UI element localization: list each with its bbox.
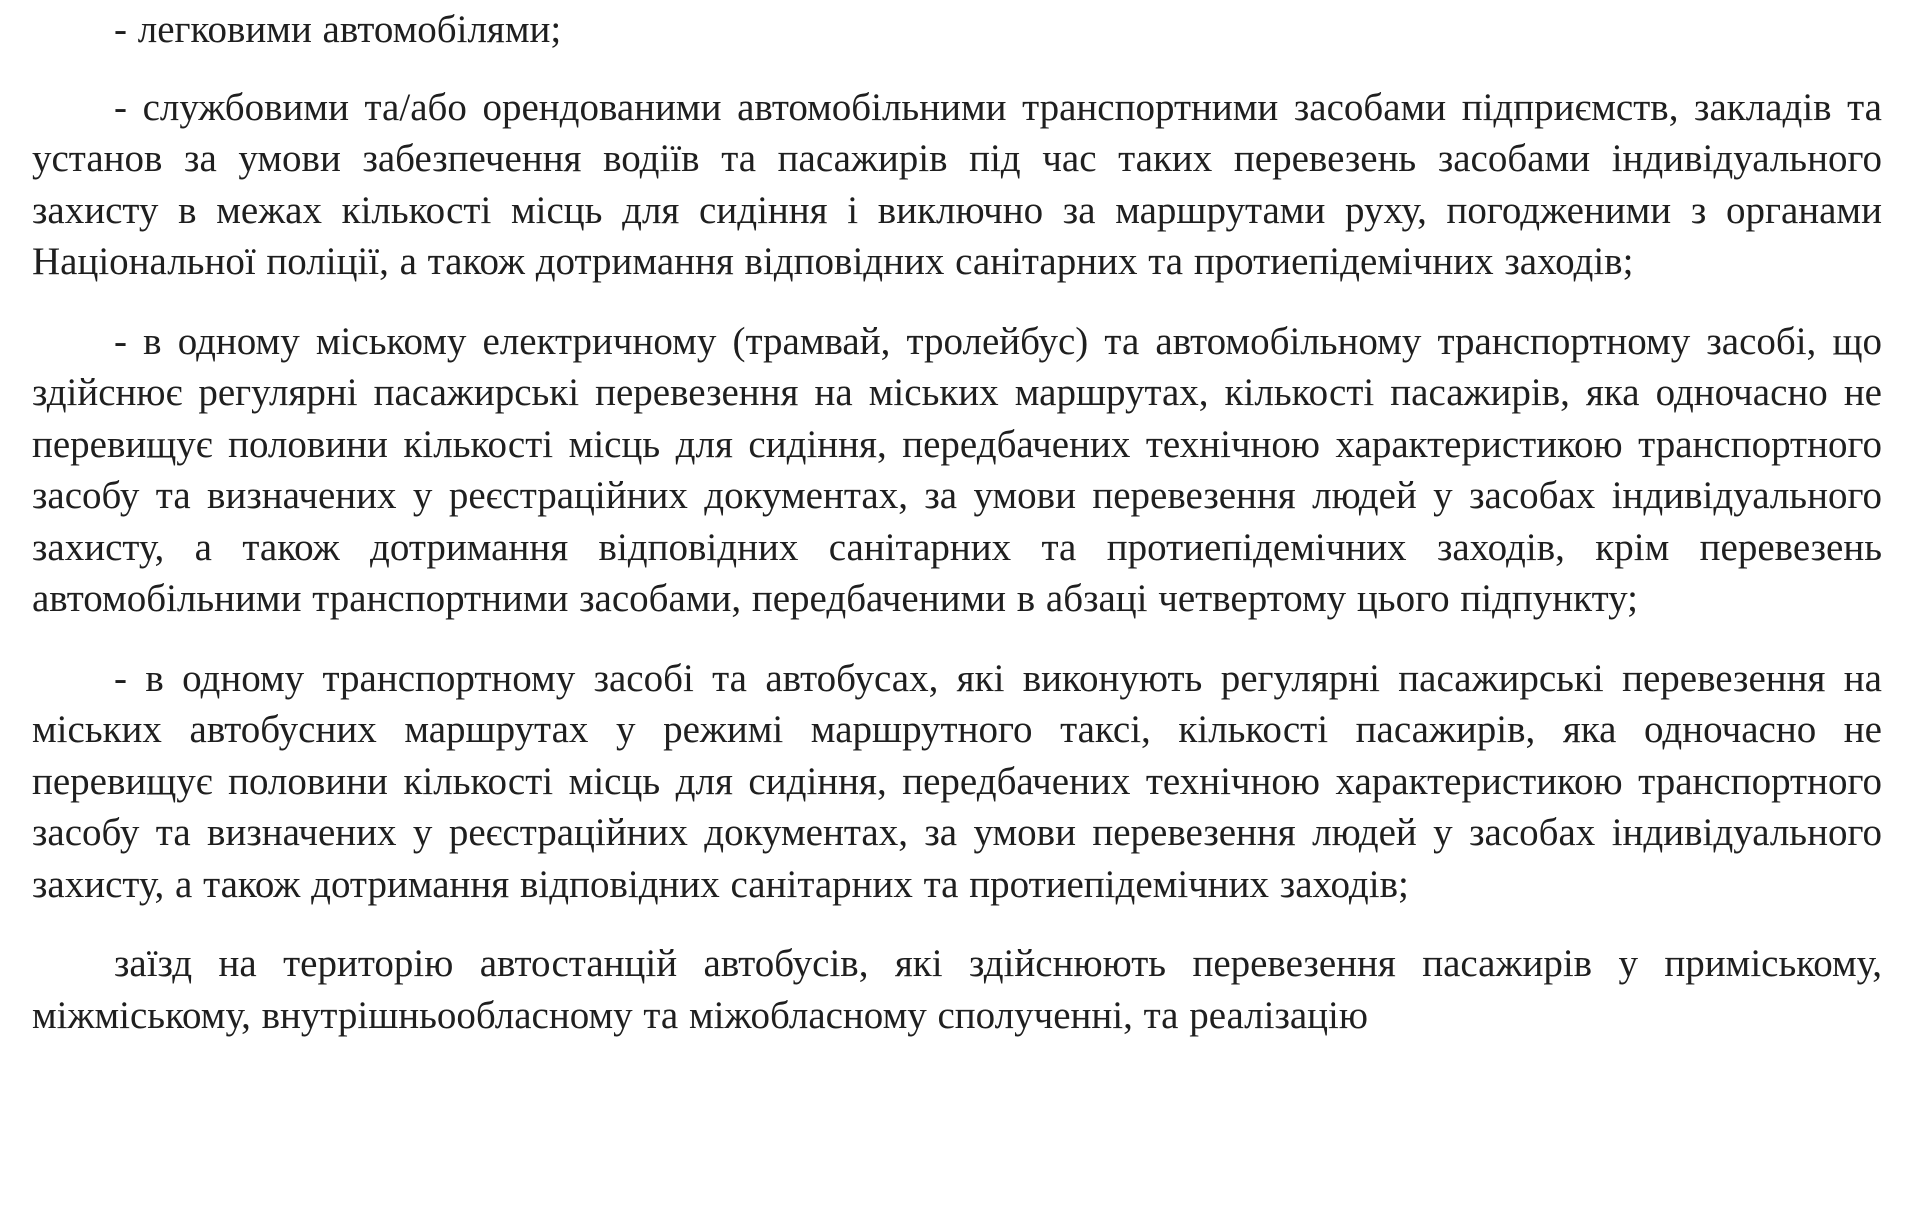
paragraph-urban-electric-transport: - в одному міському електричному (трамвай, тролейбус) та автомобільному транспортному засобі, що здійснює регулярні пасажирські перевезення на міських маршрутах, кількості пасажирів, яка одночасно не перевищує половини кількості місць для сидіння, передбачених технічною характеристикою транспортного засобу та визначених у реєстраційних документах, за умови перевезення людей у засобах індивідуального захисту, а також дотримання відповідних санітарних та протиепідемічних заходів, крім перевезень автомобільними транспортними засобами, передбаченими в абзаці четвертому цього підпункту; [32, 319, 1882, 620]
paragraph-bus-station-entry: заїзд на територію автостанцій автобусів, які здійснюють перевезення пасажирів у приміському, міжміському, внутрішньообласному та міжобласному сполученні, та реалізацію [32, 942, 1882, 1037]
paragraph-passenger-cars: - легковими автомобілями; [114, 8, 562, 51]
paragraph-service-vehicles: - службовими та/або орендованими автомобільними транспортними засобами підприємств, закладів та установ за умови забезпечення водіїв та пасажирів під час таких перевезень засобами індивідуального захисту в межах кількості місць для сидіння і виключно за маршрутами руху, погодженими з органами Національної поліції, а також дотримання відповідних санітарних та протиепідемічних заходів; [32, 85, 1882, 283]
paragraph-route-taxi-buses: - в одному транспортному засобі та автобусах, які виконують регулярні пасажирські перевезення на міських автобусних маршрутах у режимі маршрутного таксі, кількості пасажирів, яка одночасно не перевищує половини кількості місць для сидіння, передбачених технічною характеристикою транспортного засобу та визначених у реєстраційних документах, за умови перевезення людей у засобах індивідуального захисту, а також дотримання відповідних санітарних та протиепідемічних заходів; [32, 656, 1882, 906]
